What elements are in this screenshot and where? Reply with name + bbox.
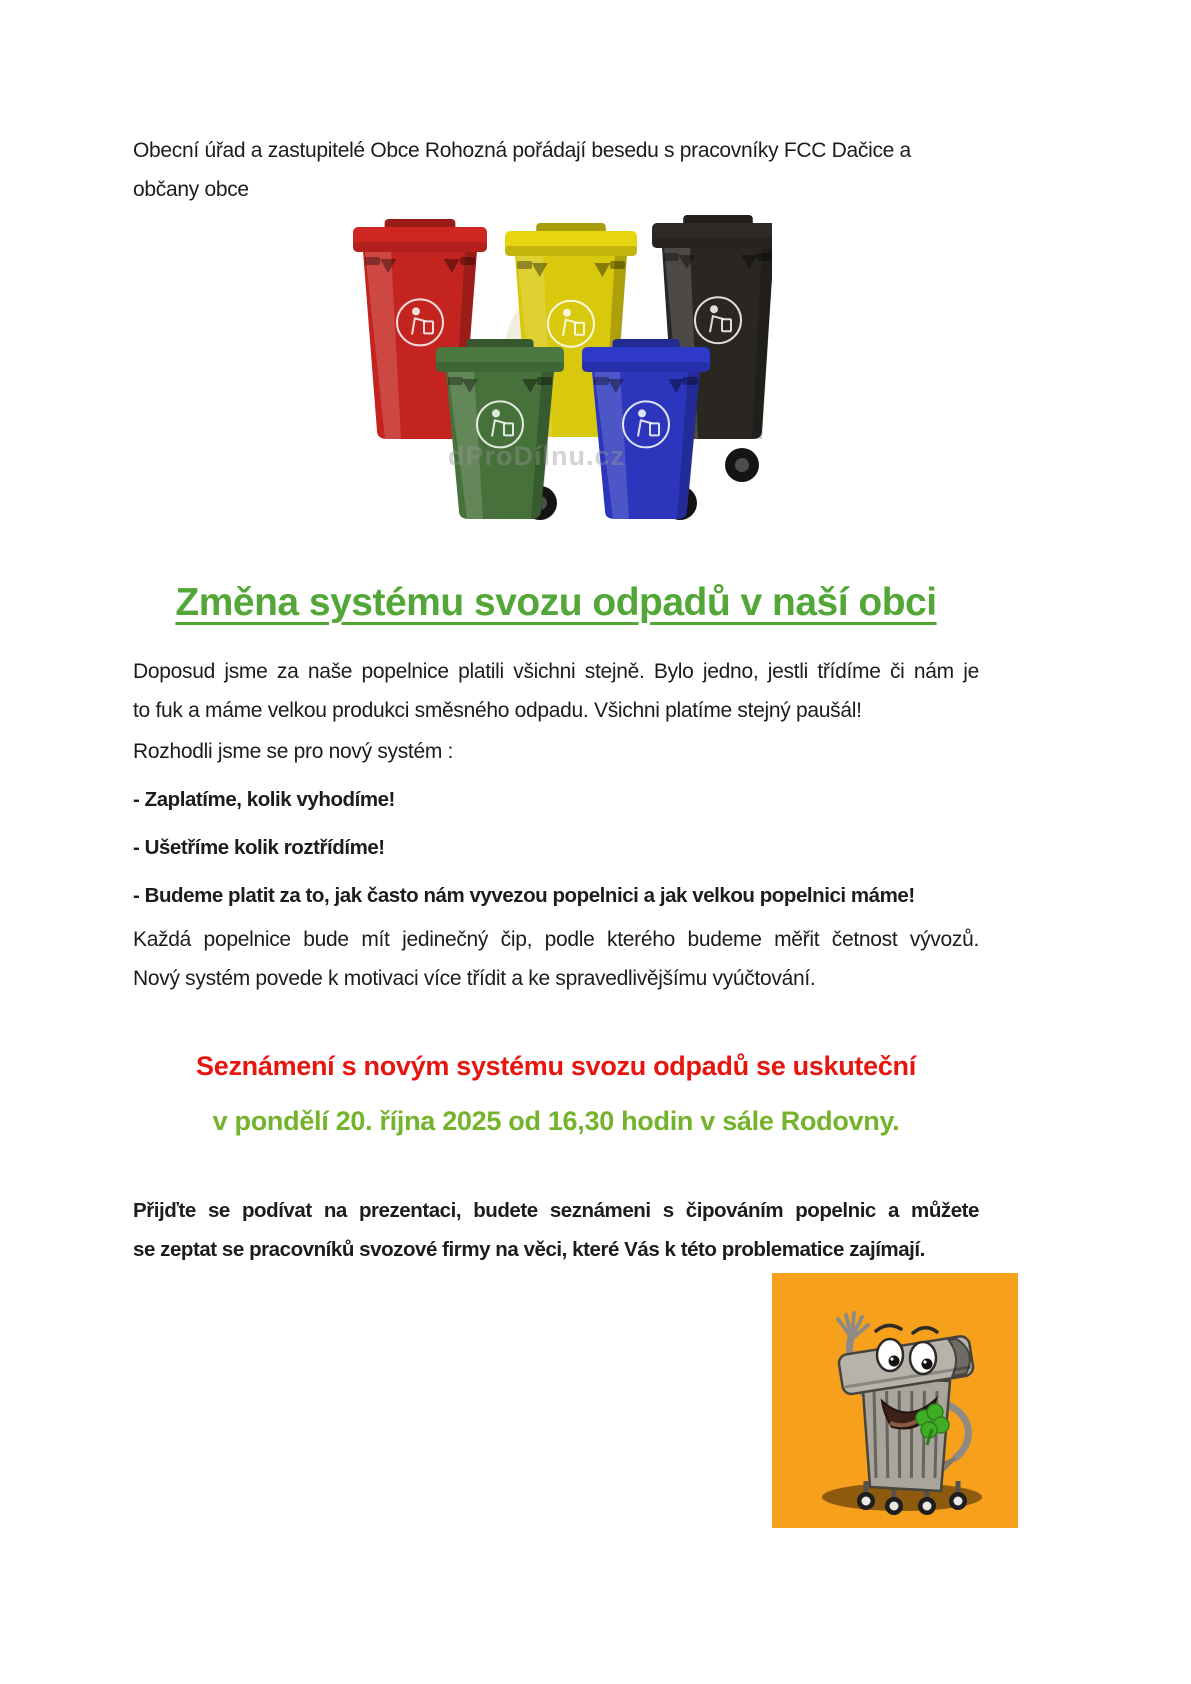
trash-bin-mascot-illustration (772, 1273, 1018, 1528)
text-line: to fuk a máme velkou produkci směsného odpadu. Všichni platíme stejný paušál! (133, 699, 862, 722)
wheelie-bins-image (328, 203, 772, 543)
closing-paragraph (133, 1191, 979, 1269)
intro-paragraph (133, 131, 979, 209)
text-line: se zeptat se pracovníků svozové firmy na věci, které Vás k této problematice zajímají. (133, 1238, 925, 1261)
text-line: Nový systém povede k motivaci více třídit a ke spravedlivějšímu vyúčtování. (133, 967, 816, 990)
wheelie-bins-illustration (328, 203, 772, 543)
paragraph-doposud (133, 652, 979, 730)
text-line: Každá popelnice bude mít jedinečný čip, podle kterého budeme měřit četnost vývozů. (133, 928, 979, 951)
text-line: Přijďte se podívat na prezentaci, budete seznámeni s čipováním popelnic a můžete (133, 1199, 979, 1222)
list-item-zaplatime: - Zaplatíme, kolik vyhodíme! (133, 788, 395, 811)
page-title: Změna systému svozu odpadů v naší obci (175, 581, 937, 624)
trash-bin-mascot-image (772, 1273, 1018, 1528)
announcement-line-green: v pondělí 20. října 2025 od 16,30 hodin v sále Rodovny. (212, 1106, 900, 1136)
blue-bin (582, 339, 710, 520)
text-line: Obecní úřad a zastupitelé Obce Rohozná pořádají besedu s pracovníky FCC Dačice a (133, 139, 911, 162)
green-bin (436, 339, 564, 520)
text-line: Doposud jsme za naše popelnice platili všichni stejně. Bylo jedno, jestli třídíme či nám je (133, 660, 979, 683)
paragraph-cip (133, 920, 979, 998)
image-watermark: dProDílnu.cz (448, 441, 626, 471)
list-item-usetrime: - Ušetříme kolik roztřídíme! (133, 836, 385, 859)
list-item-budeme-platit: - Budeme platit za to, jak často nám vyvezou popelnici a jak velkou popelnici máme! (133, 884, 915, 907)
announcement-line-red: Seznámení s novým systému svozu odpadů se uskuteční (196, 1051, 916, 1081)
paragraph-rozhodli: Rozhodli jsme se pro nový systém : (133, 740, 454, 763)
text-line: občany obce (133, 178, 249, 201)
